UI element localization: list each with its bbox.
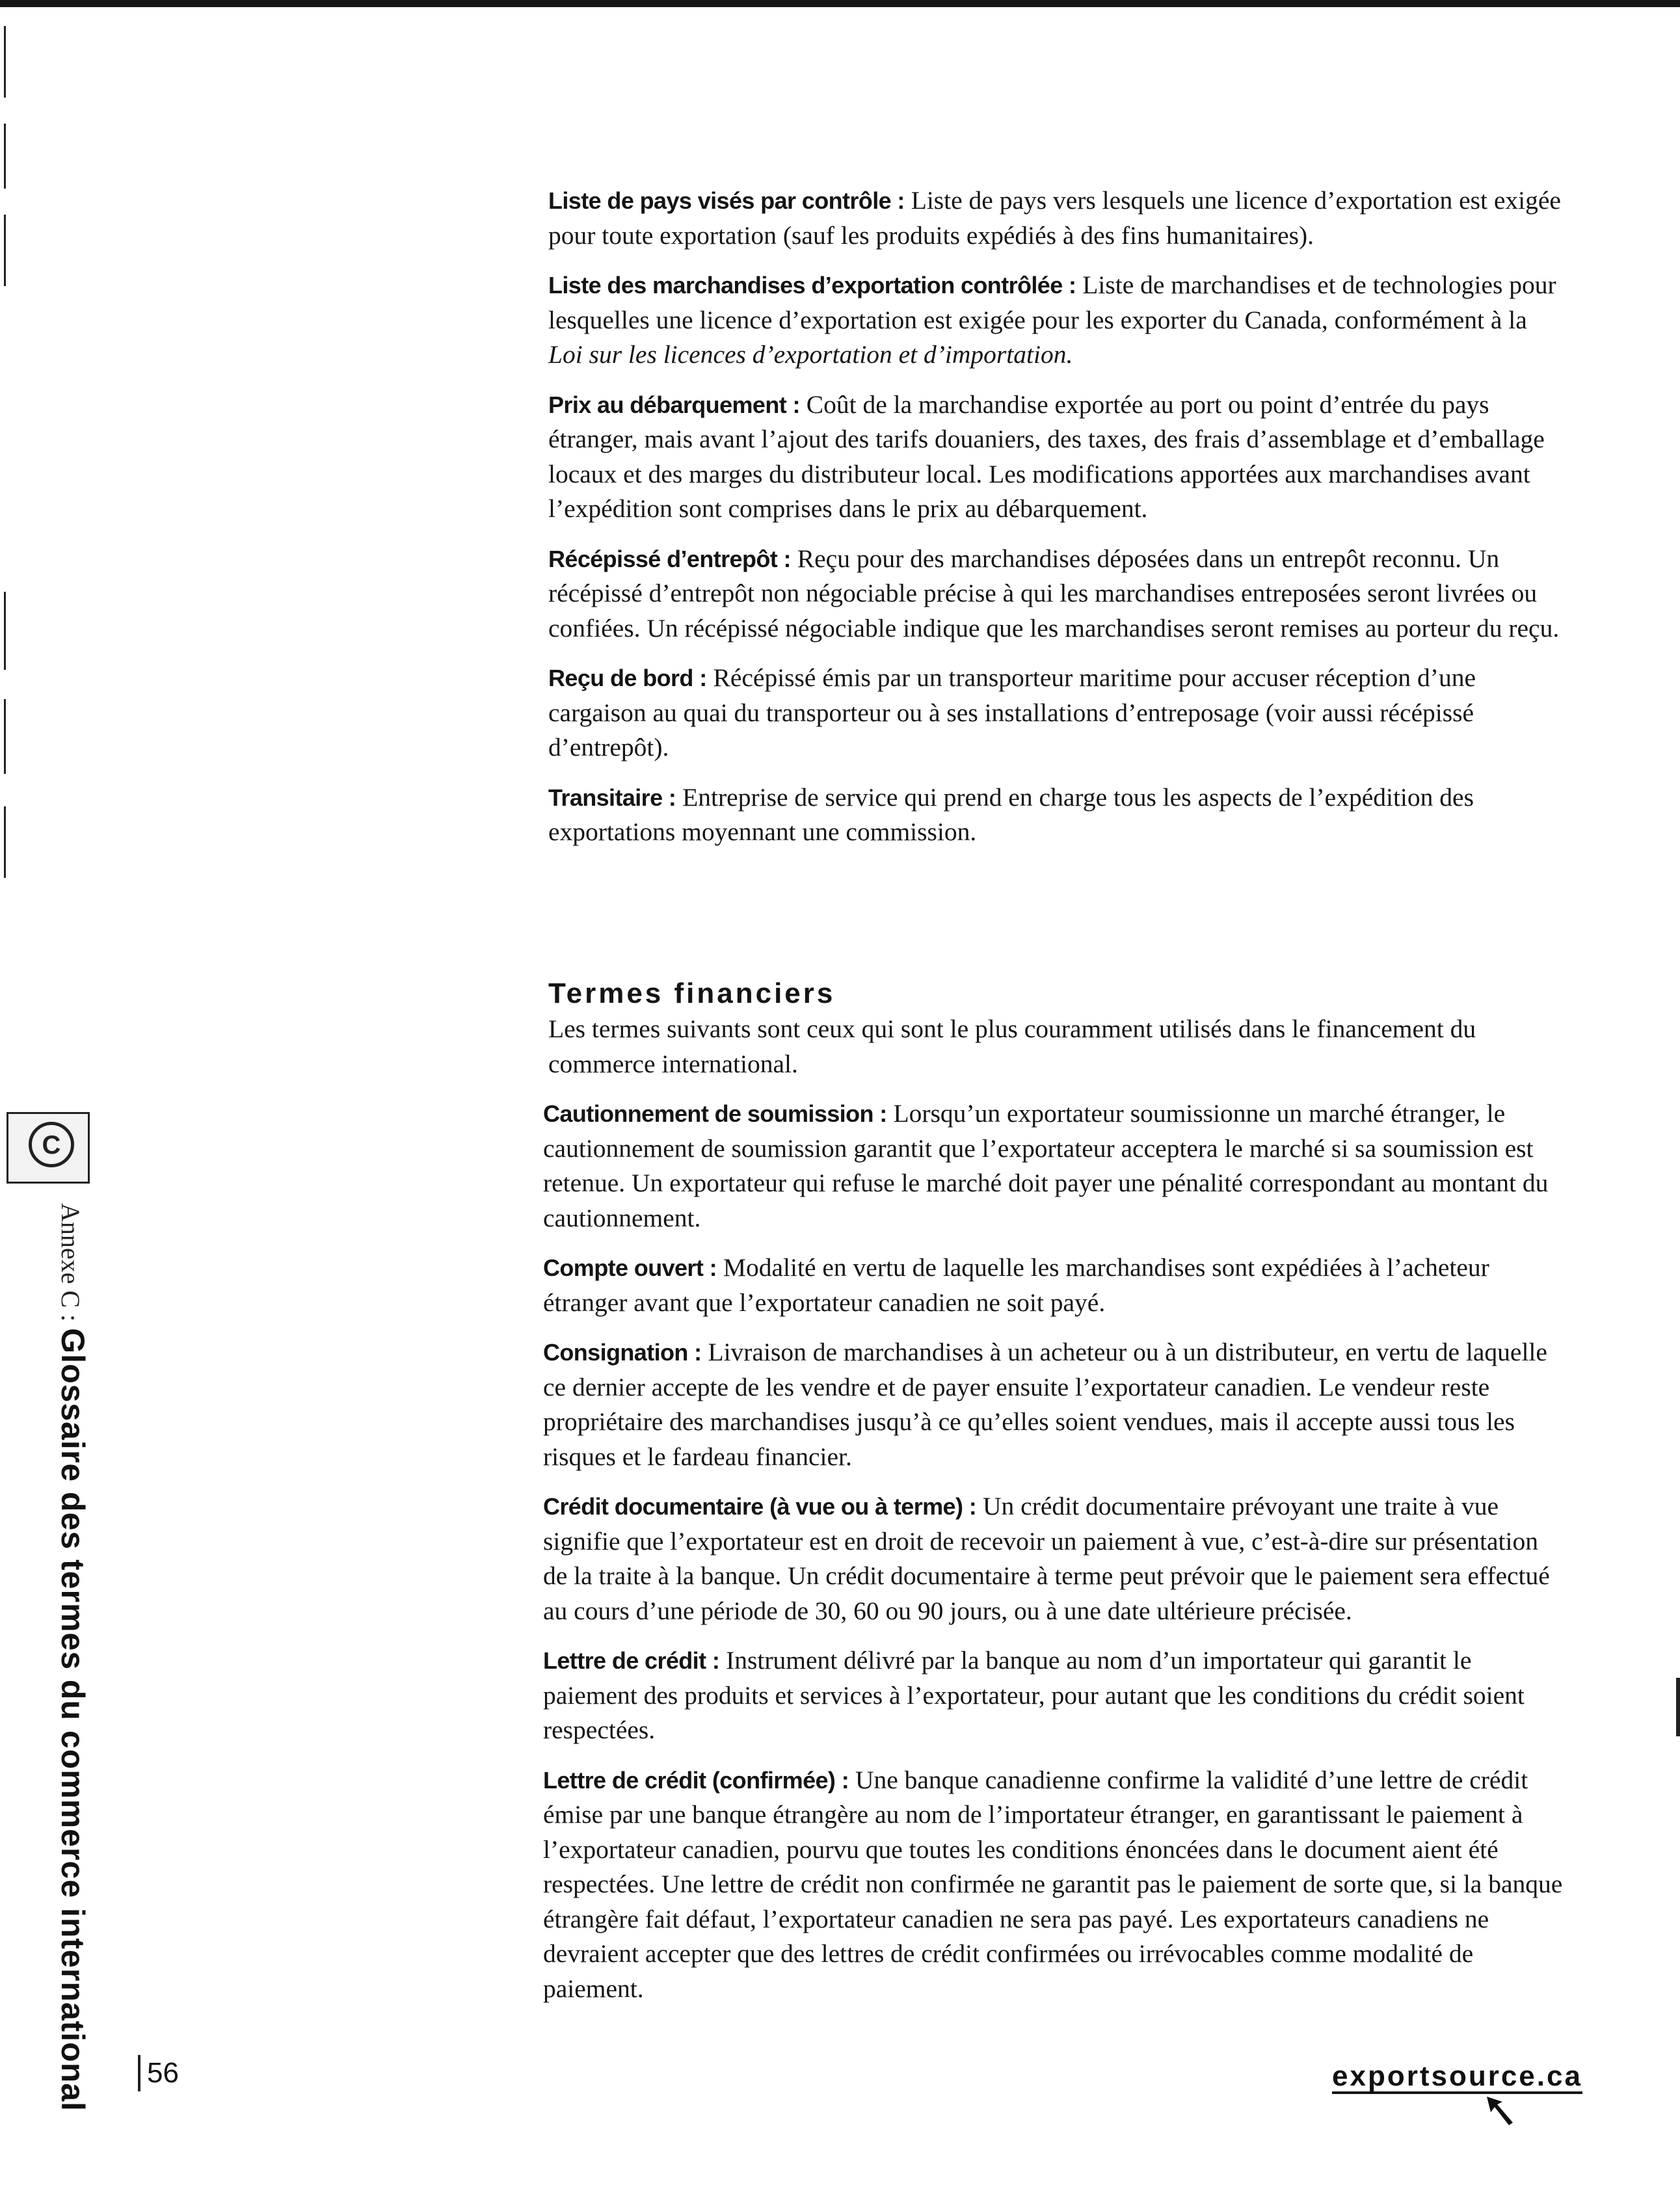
entry-term: Prix au débarquement : — [548, 391, 800, 418]
scan-edge-mark — [4, 592, 6, 670]
entry-definition: Coût de la marchandise exportée au port ou point d’entrée du pays étranger, mais avant l’ajout des tarifs douaniers, des taxes, des frais d’assemblage et d’emballage locaux et des marges du distributeur local. Les modifications apportées aux marchandises avant l’expédition sont comprises dans le prix au débarquement. — [548, 390, 1545, 523]
glossary-top — [548, 183, 1563, 865]
entry-term: Cautionnement de soumission : — [543, 1100, 887, 1127]
footer-site-link[interactable]: exportsource.ca — [1332, 2061, 1582, 2094]
entry-definition: Liste de pays vers lesquels une licence d’exportation est exigée pour toute exportation (sauf les produits expédiés à des fins humanitaires). — [548, 186, 1561, 250]
annex-tab-letter: C — [29, 1122, 74, 1167]
entry-term: Liste de pays visés par contrôle : — [548, 187, 905, 214]
glossary-entry — [543, 1335, 1563, 1474]
scan-edge-mark — [4, 215, 6, 286]
entry-term: Lettre de crédit (confirmée) : — [543, 1766, 849, 1794]
glossary-entry — [548, 388, 1563, 527]
entry-definition: Lorsqu’un exportateur soumissionne un marché étranger, le cautionnement de soumission garantit que l’exportateur acceptera le marché si sa soumission est retenue. Un exportateur qui refuse le marché doit payer une pénalité correspondant au montant du cautionnement. — [543, 1099, 1549, 1232]
entry-term: Récépissé d’entrepôt : — [548, 545, 791, 572]
entry-definition: Récépissé émis par un transporteur maritime pour accuser réception d’une cargaison au quai du transporteur ou à ses installations d’entreposage (voir aussi récépissé d’entrepôt). — [548, 663, 1476, 762]
entry-definition: Instrument délivré par la banque au nom d’un importateur qui garantit le paiement des produits et services à l’exportateur, pour autant que les conditions du crédit soient respectées. — [543, 1646, 1525, 1744]
sidebar-annexe-label: Annexe C : — [56, 1203, 85, 1329]
scan-edge-mark — [4, 26, 6, 98]
glossary-entry — [543, 1251, 1563, 1320]
entry-term: Compte ouvert : — [543, 1254, 717, 1281]
entry-definition: Une banque canadienne confirme la validité d’une lettre de crédit émise par une banque étrangère au nom de l’importateur étranger, en garantissant le paiement à l’exportateur canadien, pourvu que toutes les conditions énoncées dans le document aient été respectées. Une lettre de crédit non confirmée ne garantit pas le paiement de sorte que, si la banque étrangère fait défaut, l’exportateur canadien ne sera pas payé. Les exportateurs canadiens ne devraient accepter que des lettres de crédit confirmées ou irrévocables comme modalité de paiement. — [543, 1765, 1563, 2003]
glossary-entry — [543, 1643, 1563, 1748]
section-title: Termes financiers — [548, 977, 836, 1009]
glossary-entry — [543, 1096, 1563, 1236]
scan-edge-mark — [4, 806, 6, 878]
mouse-pointer-icon — [1484, 2095, 1517, 2128]
page-number: 56 — [138, 2055, 179, 2091]
sidebar-chapter-title: Glossaire des termes du commerce international — [55, 1328, 91, 2112]
entry-definition: Un crédit documentaire prévoyant une traite à vue signifie que l’exportateur est en droit de recevoir un paiement à vue, c’est-à-dire sur présentation de la traite à la banque. Un crédit documentaire à terme peut prévoir que le paiement sera effectué au cours d’une période de 30, 60 ou 90 jours, ou à une date ultérieure précisée. — [543, 1492, 1550, 1625]
top-rule — [0, 0, 1680, 7]
annex-tab — [7, 1112, 90, 1184]
glossary-entry — [543, 1489, 1563, 1628]
glossary-entry — [548, 268, 1563, 373]
scan-edge-mark — [4, 124, 6, 189]
entry-definition: Livraison de marchandises à un acheteur ou à un distributeur, en vertu de laquelle ce dernier accepte de les vendre et de payer ensuite l’exportateur canadien. Le vendeur reste propriétaire des marchandises jusqu’à ce qu’elles soient vendues, mais il accepte aussi tous les risques et le fardeau financier. — [543, 1338, 1547, 1471]
glossary-entry — [548, 780, 1563, 850]
glossary-entry — [548, 661, 1563, 765]
entry-definition: Reçu pour des marchandises déposées dans un entrepôt reconnu. Un récépissé d’entrepôt non négociable précise à qui les marchandises entreposées seront livrées ou confiées. Un récépissé négociable indique que les marchandises seront remises au porteur du reçu. — [548, 544, 1560, 643]
entry-term: Consignation : — [543, 1339, 702, 1366]
running-sidebar-title — [40, 1203, 105, 2112]
entry-term: Liste des marchandises d’exportation contrôlée : — [548, 272, 1076, 298]
entry-definition-italic: Loi sur les licences d’exportation et d’importation. — [548, 340, 1073, 369]
entry-term: Transitaire : — [548, 784, 676, 811]
section-intro: Les termes suivants sont ceux qui sont le plus couramment utilisés dans le financement du commerce international. — [548, 1014, 1476, 1078]
financial-terms-section — [543, 975, 1563, 2021]
entry-definition: Modalité en vertu de laquelle les marchandises sont expédiées à l’acheteur étranger avant que l’exportateur canadien ne soit payé. — [543, 1253, 1489, 1317]
glossary-entry — [548, 542, 1563, 646]
scan-edge-mark — [1676, 1678, 1680, 1736]
scan-edge-mark — [4, 699, 6, 774]
glossary-entry — [548, 183, 1563, 253]
entry-term: Reçu de bord : — [548, 665, 707, 691]
glossary-entry — [543, 1763, 1563, 2007]
entry-term: Lettre de crédit : — [543, 1647, 720, 1674]
entry-term: Crédit documentaire (à vue ou à terme) : — [543, 1493, 977, 1520]
entry-definition: Liste de marchandises et de technologies pour lesquelles une licence d’exportation est exigée pour les exporter du Canada, conformément à la — [548, 271, 1556, 334]
entry-definition: Entreprise de service qui prend en charge tous les aspects de l’expédition des exportations moyennant une commission. — [548, 782, 1474, 846]
